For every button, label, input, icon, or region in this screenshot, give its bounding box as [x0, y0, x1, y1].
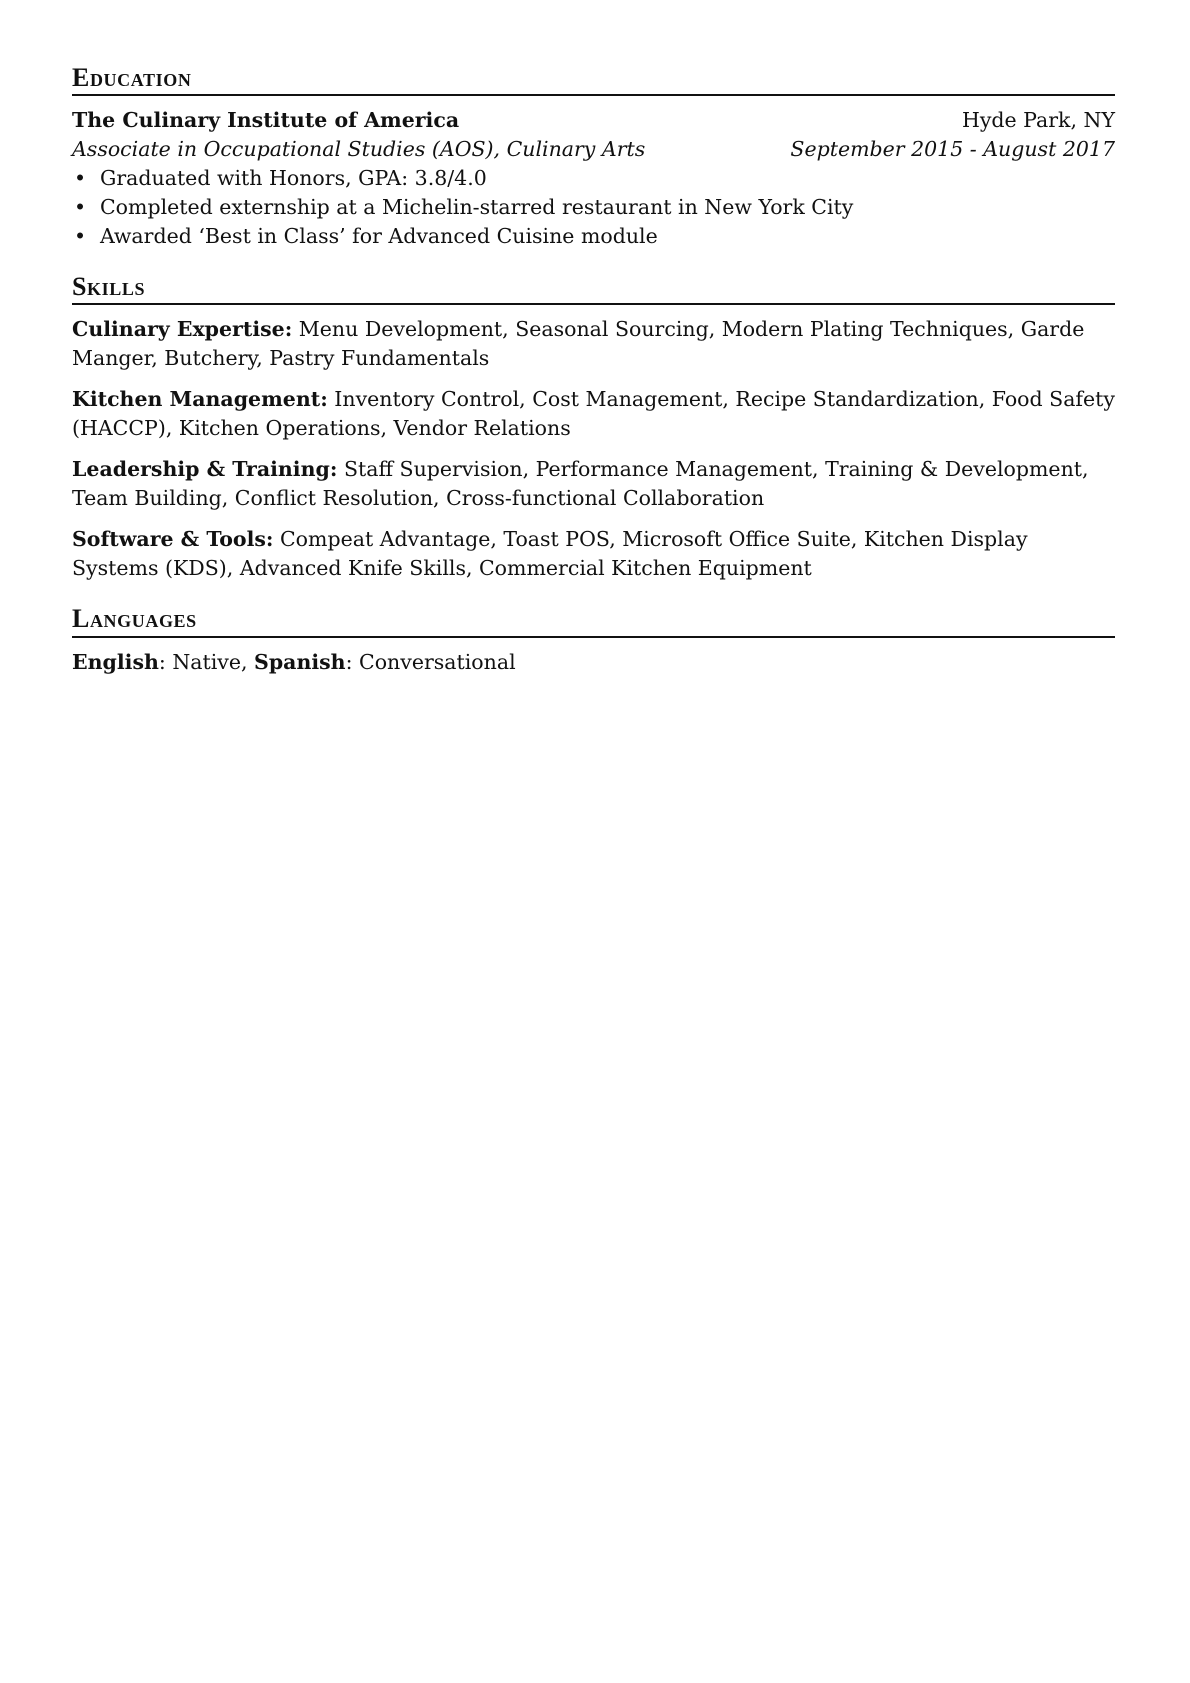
education-bullet: • Graduated with Honors, GPA: 3.8/4.0 [100, 164, 1115, 193]
languages-heading: Languages [72, 603, 1115, 637]
language-level: : Conversational [345, 649, 516, 674]
language-name: Spanish [254, 649, 346, 674]
skill-culinary-expertise [72, 315, 1115, 373]
languages-section [72, 603, 1115, 676]
skill-software-tools [72, 525, 1115, 583]
degree-dates: September 2015 - August 2017 [790, 137, 1115, 162]
skill-value: Menu Development, Seasonal Sourcing, Modern Plating Techniques, Garde Manger, Butchery, Pastry Fundamentals [72, 317, 1085, 371]
skill-value: Compeat Advantage, Toast POS, Microsoft Office Suite, Kitchen Display Systems (KDS), Advanced Knife Skills, Commercial Kitchen Equipment [72, 527, 1028, 581]
skills-section [72, 271, 1115, 583]
skill-value: Inventory Control, Cost Management, Recipe Standardization, Food Safety (HACCP), Kitchen Operations, Vendor Relations [72, 387, 1115, 441]
skill-label: Leadership & Training: [72, 457, 338, 482]
education-bullets [72, 164, 1115, 251]
institution-location: Hyde Park, NY [961, 108, 1115, 133]
skill-label: Software & Tools: [72, 527, 274, 552]
education-bullet: • Awarded ‘Best in Class’ for Advanced Cuisine module [100, 222, 1115, 251]
degree-name: Associate in Occupational Studies (AOS), Culinary Arts [72, 137, 646, 162]
language-name: English [72, 649, 159, 674]
language-separator: , [240, 649, 255, 674]
skill-label: Culinary Expertise: [72, 317, 293, 342]
institution-name: The Culinary Institute of America [72, 108, 460, 133]
education-degree-row [72, 135, 1115, 164]
skill-leadership-training [72, 455, 1115, 513]
languages-line [72, 648, 1115, 677]
resume-page [72, 62, 1115, 697]
skill-value: Staff Supervision, Performance Management, Training & Development, Team Building, Conflict Resolution, Cross-functional Collaboration [72, 457, 1089, 511]
skills-heading: Skills [72, 271, 1115, 305]
education-heading: Education [72, 62, 1115, 96]
skill-label: Kitchen Management: [72, 387, 328, 412]
education-institution-row [72, 106, 1115, 135]
education-bullet: • Completed externship at a Michelin-starred restaurant in New York City [100, 193, 1115, 222]
skill-kitchen-management [72, 385, 1115, 443]
education-section [72, 62, 1115, 251]
language-level: : Native [158, 649, 241, 674]
